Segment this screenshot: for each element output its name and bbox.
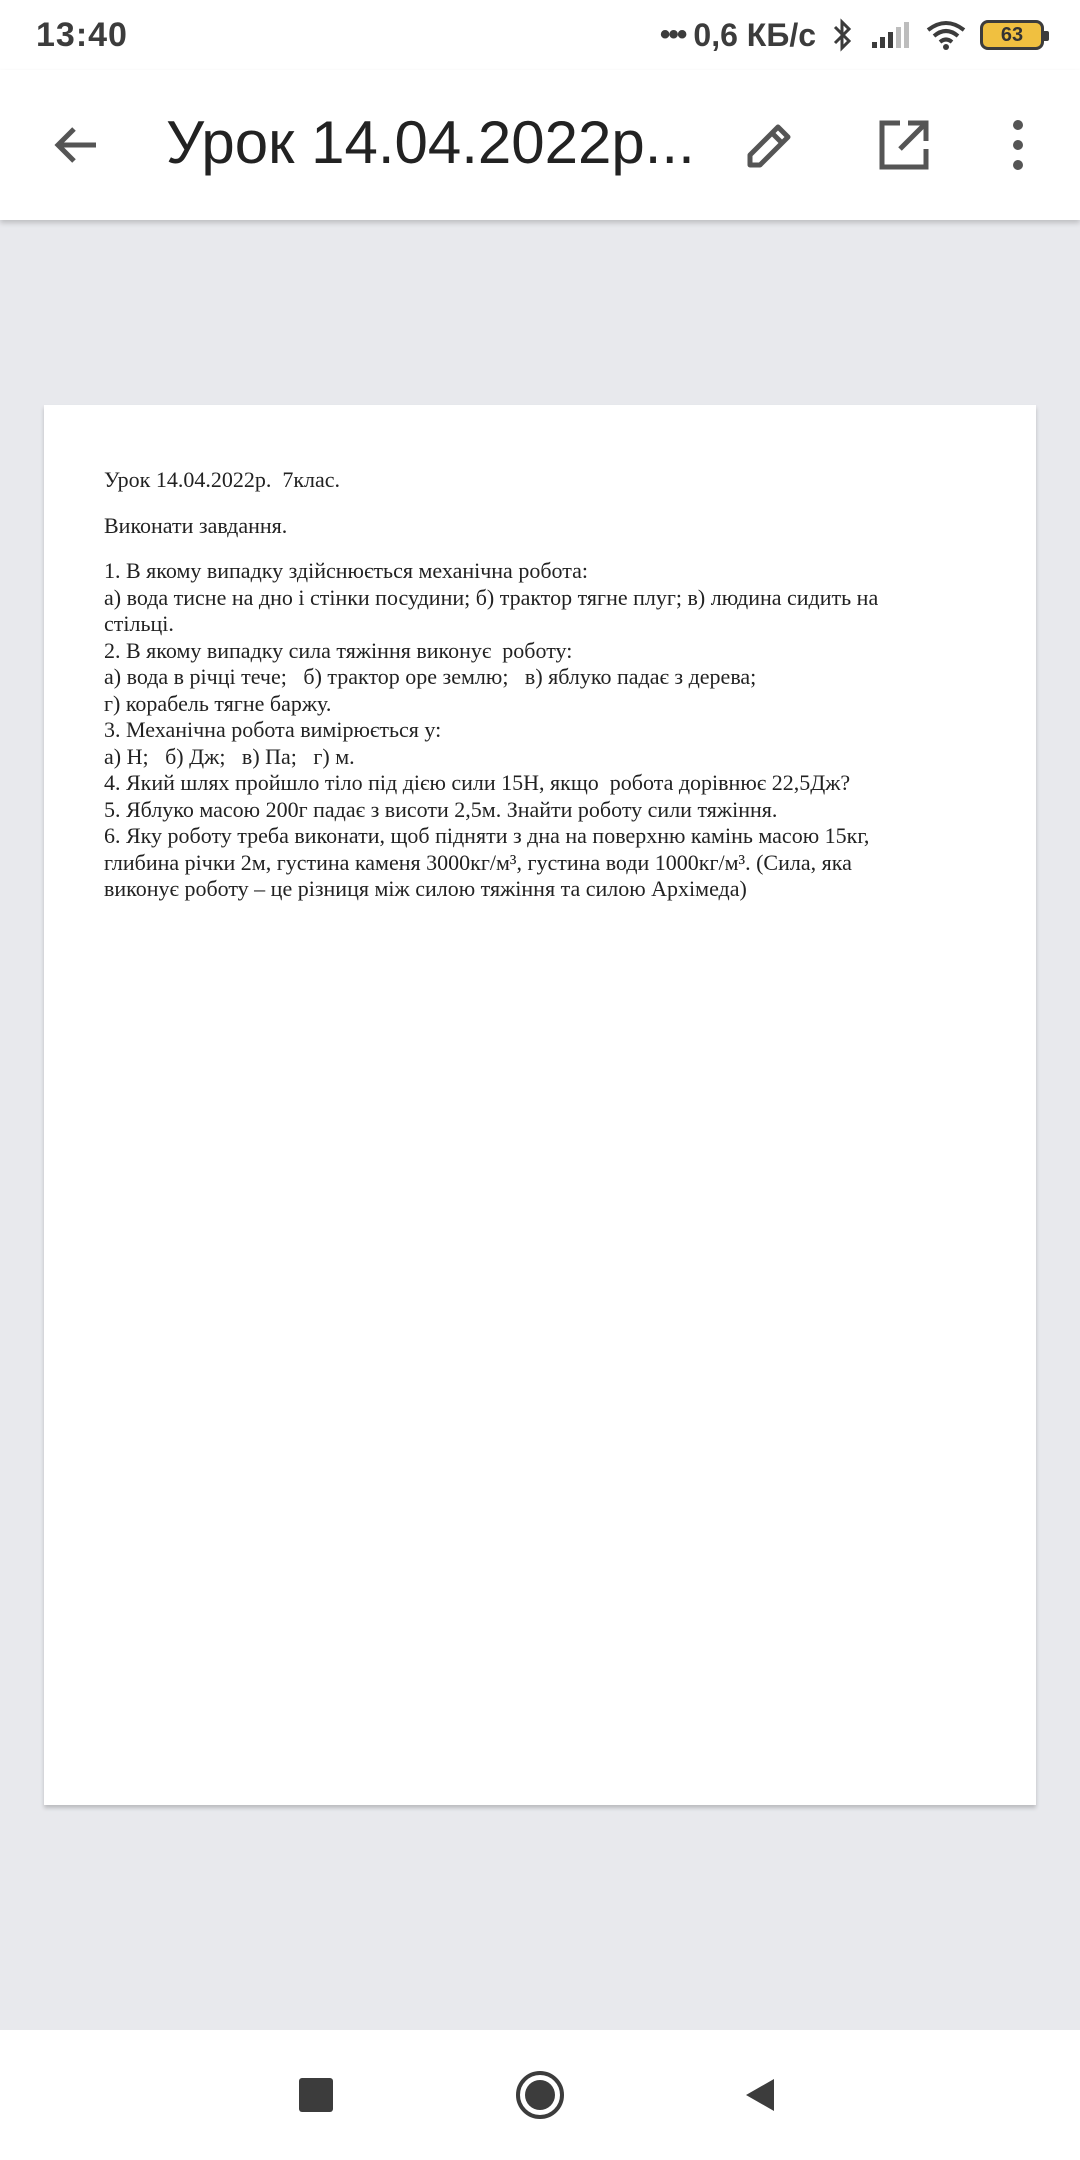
more-dots-icon: •••	[659, 18, 686, 51]
open-external-icon	[876, 117, 932, 173]
doc-instruction: Виконати завдання.	[104, 512, 288, 538]
doc-line: 3. Механічна робота вимірюється у:	[104, 717, 442, 742]
doc-line: а) Н; б) Дж; в) Па; г) м.	[104, 743, 355, 769]
doc-line: а) вода в річці тече; б) трактор оре землю; в) яблуко падає з дерева;	[104, 664, 757, 689]
nav-back-button[interactable]	[720, 2055, 800, 2135]
doc-line: стільці.	[104, 611, 174, 636]
page-content	[104, 467, 984, 903]
bluetooth-icon	[830, 18, 856, 52]
pencil-icon	[742, 117, 798, 173]
document-viewer[interactable]	[0, 220, 1080, 2030]
network-speed	[660, 17, 816, 54]
status-time: 13:40	[36, 15, 128, 54]
doc-line: 2. В якому випадку сила тяжіння виконує роботу:	[104, 637, 573, 663]
more-vert-icon	[1008, 117, 1028, 173]
battery-level: 63	[1000, 23, 1024, 46]
status-icons	[660, 17, 1044, 54]
open-external-button[interactable]	[864, 105, 944, 185]
doc-line: 1. В якому випадку здійснюється механічна робота:	[104, 558, 588, 583]
doc-line: 5. Яблуко масою 200г падає з висоти 2,5м. Знайти роботу сили тяжіння.	[104, 796, 778, 822]
doc-line: глибина річки 2м, густина каменя 3000кг/м³, густина води 1000кг/м³. (Сила, яка	[104, 849, 852, 875]
back-button[interactable]	[36, 105, 116, 185]
edit-button[interactable]	[730, 105, 810, 185]
doc-heading: Урок 14.04.2022р. 7клас.	[104, 467, 341, 492]
more-options-button[interactable]	[978, 105, 1058, 185]
doc-line: г) корабель тягне баржу.	[104, 690, 332, 716]
doc-line: а) вода тисне на дно і стінки посудини; б) трактор тягне плуг; в) людина сидить на	[104, 584, 879, 610]
status-bar	[0, 0, 1080, 70]
document-page	[44, 405, 1036, 1805]
battery-icon	[980, 20, 1044, 50]
doc-line: 6. Яку роботу треба виконати, щоб підняти з дна на поверхню камінь масою 15кг,	[104, 823, 870, 848]
recents-button[interactable]	[276, 2055, 356, 2135]
recents-square-icon	[296, 2075, 336, 2115]
network-speed-label: 0,6 КБ/с	[693, 16, 816, 53]
wifi-icon	[926, 20, 966, 50]
back-arrow-icon	[50, 119, 102, 171]
home-button[interactable]	[500, 2055, 580, 2135]
home-circle-icon	[514, 2069, 566, 2121]
back-triangle-icon	[740, 2075, 780, 2115]
doc-line: 4. Який шлях пройшло тіло під дією сили 15Н, якщо робота дорівнює 22,5Дж?	[104, 770, 851, 795]
document-title: Урок 14.04.2022р...	[166, 109, 695, 176]
system-nav-bar	[0, 2030, 1080, 2160]
signal-icon	[870, 20, 912, 50]
doc-line: виконує роботу – це різниця між силою тяжіння та силою Архімеда)	[104, 876, 747, 901]
app-toolbar	[0, 70, 1080, 220]
